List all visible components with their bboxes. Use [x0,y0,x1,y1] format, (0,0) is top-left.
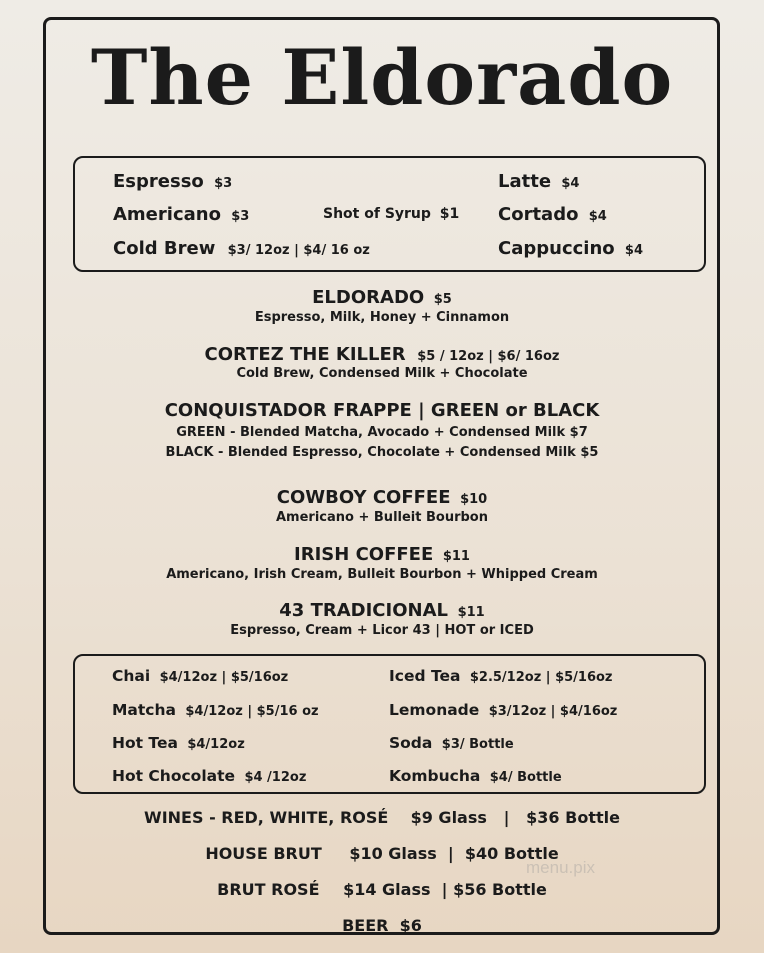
house-brut-name: HOUSE BRUT [205,844,322,863]
special-price: $5 [433,292,452,307]
item-name: Lemonade [389,701,480,719]
cortado-item [498,204,607,225]
menu-border [43,17,720,935]
hot-chocolate-item [112,767,306,785]
item-name: Hot Chocolate [112,767,236,785]
cappuccino-item [498,238,643,259]
item-price: $4/12oz [187,737,245,752]
item-name: Americano [113,204,221,225]
special-price: $11 [442,549,470,564]
item-name: Soda [389,734,433,752]
item-name: Chai [112,667,151,685]
watermark: menu.pix [526,858,595,877]
lemonade-item [389,701,617,719]
special-eldorado [0,287,764,308]
item-name: Matcha [112,701,176,719]
item-name: Cortado [498,204,579,225]
special-irish [0,544,764,565]
latte-item [498,171,579,192]
item-price: $3 [231,209,250,224]
special-name: CORTEZ THE KILLER [204,344,406,365]
item-price: $4/12oz | $5/16oz [159,670,289,685]
brut-rose-name: BRUT ROSÉ [217,880,320,899]
item-name: Cold Brew [113,238,216,259]
iced-tea-item [389,667,613,685]
soda-item [389,734,514,752]
special-desc-2: BLACK - Blended Espresso, Chocolate + Condensed Milk $5 [165,445,599,460]
special-desc: Espresso, Cream + Licor 43 | HOT or ICED [230,623,534,638]
item-price: $3/ Bottle [441,737,514,752]
special-desc: Espresso, Milk, Honey + Cinnamon [254,310,510,325]
item-price: $2.5/12oz | $5/16oz [469,670,613,685]
espresso-item [113,171,232,192]
item-name: Cappuccino [498,238,615,259]
special-conquistador: CONQUISTADOR FRAPPE | GREEN or BLACK [164,400,600,421]
chai-item [112,667,288,685]
special-price: $5 / 12oz | $6/ 16oz [417,349,560,364]
special-desc: GREEN - Blended Matcha, Avocado + Condensed Milk $7 [176,425,588,440]
special-price: $11 [457,605,485,620]
item-price: $4/12oz | $5/16 oz [185,704,319,719]
hot-tea-item [112,734,245,752]
item-name: Espresso [113,171,204,192]
item-name: Hot Tea [112,734,178,752]
item-price: $1 [439,206,460,222]
special-43 [0,600,764,621]
item-price: $4 [588,209,607,224]
item-price: $3/12oz | $4/16oz [488,704,618,719]
item-price: $4/ Bottle [489,770,562,785]
kombucha-item [389,767,562,785]
special-desc: Americano, Irish Cream, Bulleit Bourbon + Whipped Cream [166,567,598,582]
item-price: $4 /12oz [244,770,307,785]
special-name: 43 TRADICIONAL [279,600,448,621]
item-price: $3/ 12oz | $4/ 16 oz [227,243,370,258]
item-name: Kombucha [389,767,481,785]
house-brut-line [0,844,764,863]
special-desc: Americano + Bulleit Bourbon [276,510,488,525]
item-price: $3 [214,176,233,191]
americano-item [113,204,249,225]
special-desc: Cold Brew, Condensed Milk + Chocolate [236,366,528,381]
syrup-item [323,206,459,222]
special-cortez [0,344,764,365]
beer-line: BEER $6 [342,916,422,935]
item-price: $4 [561,176,580,191]
house-brut-price: $10 Glass | $40 Bottle [349,844,559,863]
brut-rose-price: $14 Glass | $56 Bottle [343,880,547,899]
menu-title: The Eldorado [90,33,674,122]
special-name: IRISH COFFEE [294,544,434,565]
brut-rose-line [0,880,764,899]
matcha-item [112,701,319,719]
special-name: COWBOY COFFEE [276,487,451,508]
cold-brew-item [113,238,370,259]
special-cowboy [0,487,764,508]
item-name: Iced Tea [389,667,461,685]
item-name: Latte [498,171,552,192]
item-name: Shot of Syrup [323,206,431,222]
special-name: ELDORADO [312,287,425,308]
item-price: $4 [624,243,644,258]
special-price: $10 [460,492,488,507]
wines-line: WINES - RED, WHITE, ROSÉ $9 Glass | $36 Bottle [144,808,620,827]
